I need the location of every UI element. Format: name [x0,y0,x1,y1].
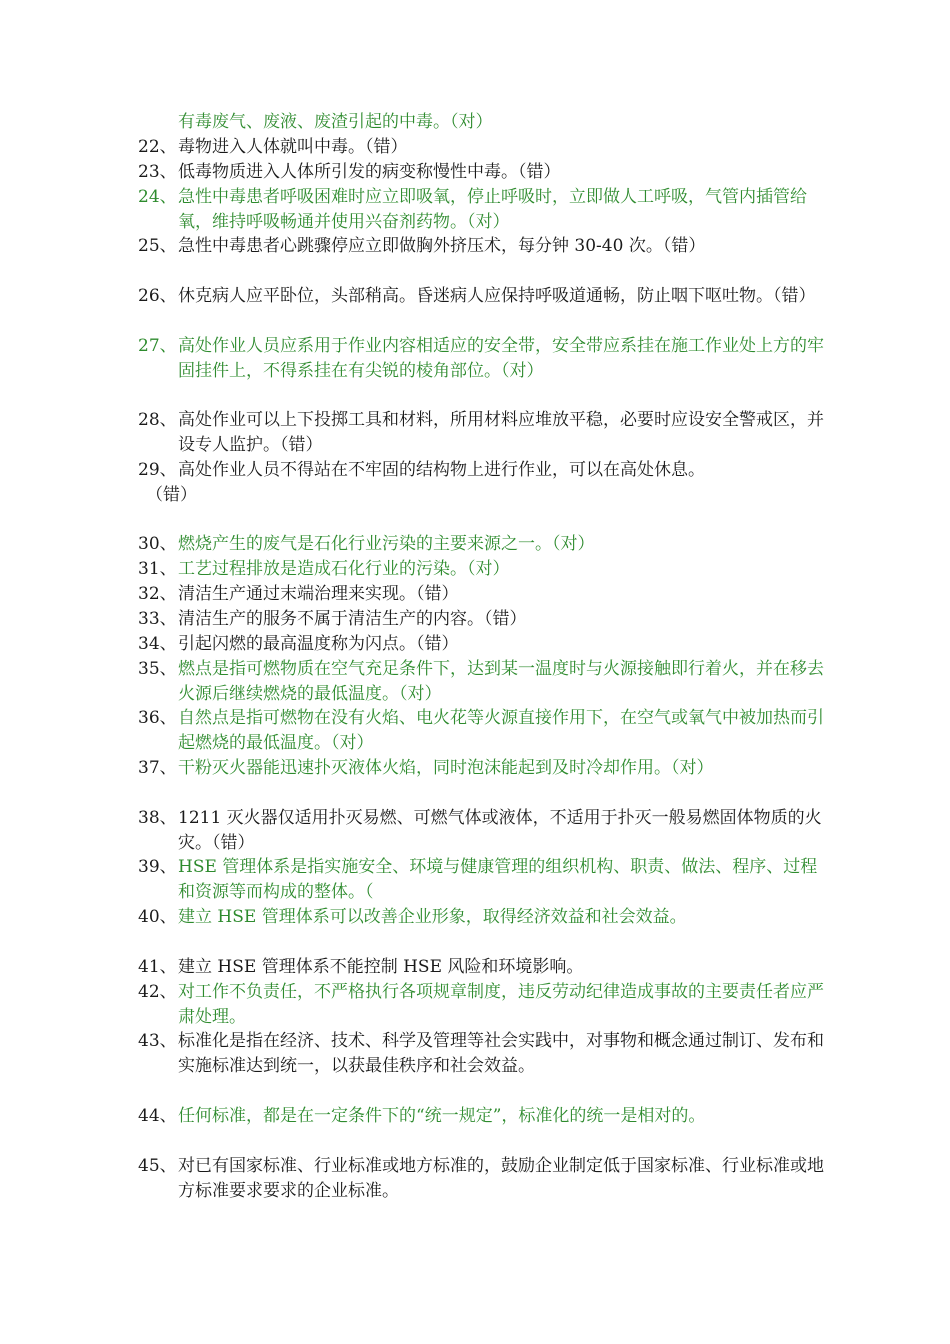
question-number: 31、 [138,559,177,579]
question-number: 36、 [138,708,177,728]
question-37 [138,756,828,781]
question-number: 29、 [138,460,177,480]
question-28 [138,408,828,458]
question-44 [138,1104,828,1129]
question-number: 25、 [138,236,177,256]
question-text: 急性中毒患者呼吸困难时应立即吸氧，停止呼吸时，立即做人工呼吸，气管内插管给氧，维持呼吸畅通并使用兴奋剂药物。（对） [178,187,807,232]
question-text: 急性中毒患者心跳骤停应立即做胸外挤压术，每分钟 30-40 次。（错） [178,236,706,256]
question-text: 燃点是指可燃物质在空气充足条件下，达到某一温度时与火源接触即行着火，并在移去火源后继续燃烧的最低温度。（对） [178,659,824,704]
question-34 [138,632,828,657]
question-text: HSE 管理体系是指实施安全、环境与健康管理的组织机构、职责、做法、程序、过程和资源等而构成的整体。（ [178,857,818,902]
question-27 [138,334,828,384]
question-41 [138,955,828,980]
question-text: 引起闪燃的最高温度称为闪点。（错） [178,634,459,654]
question-26 [138,284,828,309]
continuation-line: 有毒废气、废液、废渣引起的中毒。（对） [178,112,493,132]
question-text: 低毒物质进入人体所引发的病变称慢性中毒。（错） [178,162,561,182]
question-38 [138,806,828,856]
question-number: 30、 [138,534,177,554]
question-text: 建立 HSE 管理体系可以改善企业形象，取得经济效益和社会效益。 [178,907,687,927]
question-number: 23、 [138,162,177,182]
question-number: 41、 [138,957,177,977]
question-39 [138,855,828,905]
question-31 [138,557,828,582]
question-number: 26、 [138,286,177,306]
question-number: 35、 [138,659,177,679]
question-43 [138,1029,828,1079]
question-number: 44、 [138,1106,177,1126]
question-number: 45、 [138,1156,177,1176]
question-32 [138,582,828,607]
question-text: 清洁生产的服务不属于清洁生产的内容。（错） [178,609,527,629]
question-text: 高处作业人员不得站在不牢固的结构物上进行作业，可以在高处休息。 [178,460,705,480]
question-29-answer: （错） [146,485,197,505]
question-text: 工艺过程排放是造成石化行业的污染。（对） [178,559,510,579]
question-40 [138,905,828,930]
question-text: 对已有国家标准、行业标准或地方标准的，鼓励企业制定低于国家标准、行业标准或地方标准要求要求的企业标准。 [178,1156,824,1201]
question-number: 22、 [138,137,177,157]
question-text: 标准化是指在经济、技术、科学及管理等社会实践中，对事物和概念通过制订、发布和实施标准达到统一，以获最佳秩序和社会效益。 [178,1031,824,1076]
question-number: 33、 [138,609,177,629]
question-number: 40、 [138,907,177,927]
question-text: 燃烧产生的废气是石化行业污染的主要来源之一。（对） [178,534,595,554]
question-text: 任何标准，都是在一定条件下的“统一规定”，标准化的统一是相对的。 [178,1106,706,1126]
question-text: 干粉灭火器能迅速扑灭液体火焰，同时泡沫能起到及时冷却作用。（对） [178,758,714,778]
question-number: 34、 [138,634,177,654]
question-number: 27、 [138,336,177,356]
question-35 [138,657,828,707]
question-24 [138,185,828,235]
question-25 [138,234,828,259]
question-text: 高处作业可以上下投掷工具和材料，所用材料应堆放平稳，必要时应设安全警戒区，并设专人监护。（错） [178,410,824,455]
question-number: 39、 [138,857,177,877]
question-text: 高处作业人员应系用于作业内容相适应的安全带，安全带应系挂在施工作业处上方的牢固挂件上，不得系挂在有尖锐的棱角部位。（对） [178,336,824,381]
question-36 [138,706,828,756]
question-30 [138,532,828,557]
question-22 [138,135,828,160]
question-23 [138,160,828,185]
question-33 [138,607,828,632]
question-45 [138,1154,828,1204]
question-29 [138,458,828,483]
question-42 [138,980,828,1030]
question-text: 清洁生产通过末端治理来实现。（错） [178,584,459,604]
question-text: 毒物进入人体就叫中毒。（错） [178,137,408,157]
question-number: 28、 [138,410,177,430]
question-text: 1211 灭火器仅适用扑灭易燃、可燃气体或液体，不适用于扑灭一般易燃固体物质的火灾。（错） [178,808,822,853]
question-number: 43、 [138,1031,177,1051]
question-number: 38、 [138,808,177,828]
question-text: 对工作不负责任，不严格执行各项规章制度，违反劳动纪律造成事故的主要责任者应严肃处理。 [178,982,824,1027]
question-number: 42、 [138,982,177,1002]
question-text: 自然点是指可燃物在没有火焰、电火花等火源直接作用下，在空气或氧气中被加热而引起燃烧的最低温度。（对） [178,708,824,753]
question-text: 休克病人应平卧位，头部稍高。昏迷病人应保持呼吸道通畅，防止咽下呕吐物。（错） [178,286,816,306]
question-number: 37、 [138,758,177,778]
question-text: 建立 HSE 管理体系不能控制 HSE 风险和环境影响。 [178,957,584,977]
question-number: 24、 [138,187,177,207]
question-number: 32、 [138,584,177,604]
